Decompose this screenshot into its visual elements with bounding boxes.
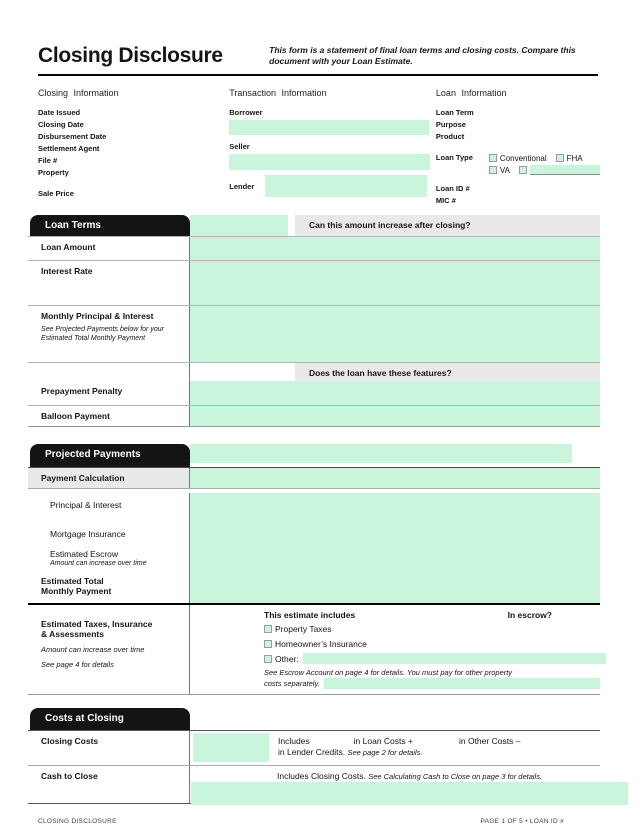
estimated-taxes-label-line1: Estimated Taxes, Insurance [41, 619, 153, 629]
purpose-label: Purpose [435, 120, 466, 129]
loan-amount-field[interactable] [190, 237, 600, 260]
checkbox-conventional[interactable] [489, 154, 497, 162]
loan-amount-label: Loan Amount [28, 237, 190, 260]
va-label: VA [499, 165, 510, 175]
checkbox-homeowners-insurance[interactable] [264, 640, 272, 648]
page-title: Closing Disclosure [38, 44, 223, 67]
features-row-spacer [190, 363, 295, 381]
closing-information-column [38, 88, 229, 207]
loan-type-options [489, 152, 600, 176]
loan-type-other-field[interactable] [530, 165, 600, 175]
principal-interest-label: Principal & Interest [50, 500, 122, 510]
product-label: Product [435, 132, 465, 141]
costs-tab-spacer [190, 708, 600, 730]
property-taxes-label: Property Taxes [275, 623, 332, 634]
borrower-field[interactable] [229, 120, 429, 135]
interest-rate-label: Interest Rate [28, 261, 190, 305]
estimated-escrow-note: Amount can increase over time [50, 560, 147, 567]
loan-information-heading: Loan Information [435, 88, 507, 98]
escrow-account-note-line2: costs separately. [264, 678, 320, 688]
estimate-includes-heading: This estimate includes [264, 610, 356, 620]
costs-at-closing-tab: Costs at Closing [30, 708, 190, 730]
closing-costs-text [278, 733, 520, 762]
estimate-includes-cell [190, 605, 600, 694]
transaction-information-heading: Transaction Information [229, 88, 327, 98]
estimated-total-label-line1: Estimated Total [41, 576, 104, 586]
see-page3-note: See Calculating Cash to Close on page 3 for details. [368, 772, 543, 781]
mic-label: MIC # [435, 196, 456, 205]
seller-label: Seller [229, 142, 250, 151]
loan-term-label: Loan Term [435, 108, 474, 117]
checkbox-property-taxes[interactable] [264, 625, 272, 633]
loan-type-label: Loan Type [435, 153, 473, 162]
estimated-taxes-note1: Amount can increase over time [41, 645, 145, 654]
see-page2-note: See page 2 for details. [347, 748, 423, 757]
disbursement-date-label: Disbursement Date [38, 132, 107, 141]
payment-calculation-field[interactable] [190, 468, 600, 488]
other-amount-field[interactable] [303, 653, 606, 664]
monthly-pi-label-cell [28, 306, 190, 362]
interest-rate-field[interactable] [190, 261, 600, 305]
info-section [28, 76, 600, 207]
loan-information-column [436, 88, 600, 207]
projected-years-field[interactable] [190, 444, 572, 463]
page-subtitle: This form is a statement of final loan terms and closing costs. Compare this document with your Loan Estimate. [269, 45, 576, 66]
includes-closing-costs-label: Includes Closing Costs. [277, 771, 366, 781]
escrow-account-note-line1: See Escrow Account on page 4 for details. You must pay for other property [264, 668, 513, 677]
estimated-escrow-label: Estimated Escrow [50, 549, 119, 559]
checkbox-other[interactable] [264, 655, 272, 663]
prepayment-penalty-field[interactable] [190, 381, 600, 405]
loan-terms-header-field[interactable] [190, 215, 288, 236]
projected-payments-section [28, 444, 600, 695]
borrower-label: Borrower [229, 108, 263, 117]
footer-left: CLOSING DISCLOSURE [38, 818, 117, 825]
cash-to-close-field[interactable] [191, 782, 628, 805]
includes-label: Includes [278, 736, 310, 746]
monthly-pi-note-line2: Estimated Total Monthly Payment [41, 335, 146, 342]
in-other-costs-label: in Other Costs – [458, 736, 521, 746]
lender-label: Lender [229, 182, 255, 191]
estimated-taxes-label-cell [28, 605, 190, 694]
escrow-note-field[interactable] [324, 678, 600, 689]
projected-rows-label-cell [28, 493, 190, 572]
loan-type-row [436, 152, 600, 176]
escrow-account-note [264, 668, 600, 689]
page-footer [28, 818, 600, 825]
features-row-label-cell [28, 363, 190, 381]
prepayment-penalty-label: Prepayment Penalty [28, 381, 190, 405]
closing-date-label: Closing Date [38, 120, 84, 129]
projected-payments-tab: Projected Payments [30, 444, 190, 467]
other-label: Other: [275, 653, 299, 664]
in-escrow-heading: In escrow? [507, 610, 552, 620]
monthly-pi-field[interactable] [190, 306, 600, 362]
lender-row [229, 175, 436, 197]
closing-information-heading: Closing Information [38, 88, 119, 98]
estimated-taxes-note2: See page 4 for details [41, 660, 114, 669]
estimated-taxes-label-line2: & Assessments [41, 629, 104, 639]
fha-label: FHA [566, 153, 583, 163]
footer-right: PAGE 1 OF 5 • LOAN ID # [480, 818, 564, 825]
lender-field[interactable] [265, 175, 427, 197]
monthly-pi-note-line1: See Projected Payments below for your [41, 326, 164, 333]
loan-terms-tab: Loan Terms [30, 215, 190, 236]
monthly-pi-label: Monthly Principal & Interest [41, 311, 154, 321]
transaction-information-column [229, 88, 436, 207]
payment-calculation-header: Payment Calculation [28, 468, 190, 488]
balloon-payment-label: Balloon Payment [28, 406, 190, 426]
masthead [28, 0, 600, 68]
projected-payments-field[interactable] [190, 493, 600, 572]
increase-question-header: Can this amount increase after closing? [295, 215, 600, 236]
checkbox-fha[interactable] [556, 154, 564, 162]
homeowners-insurance-label: Homeowner’s Insurance [275, 638, 367, 649]
features-question-header: Does the loan have these features? [295, 363, 600, 381]
estimated-total-label-line2: Monthly Payment [41, 586, 112, 596]
sale-price-label: Sale Price [38, 189, 74, 198]
cash-to-close-label: Cash to Close [28, 766, 190, 803]
date-issued-label: Date Issued [38, 108, 81, 117]
closing-costs-field[interactable] [193, 733, 269, 762]
estimated-total-label-cell [28, 572, 190, 603]
loan-terms-section [28, 215, 600, 427]
closing-costs-label: Closing Costs [28, 731, 190, 765]
file-number-label: File # [38, 156, 58, 165]
estimated-total-field[interactable] [190, 572, 600, 603]
in-lender-credits-label: in Lender Credits. [278, 747, 346, 757]
balloon-payment-field[interactable] [190, 406, 600, 426]
seller-field[interactable] [229, 154, 430, 170]
checkbox-loan-type-other[interactable] [519, 166, 527, 174]
closing-costs-cell [190, 731, 600, 765]
settlement-agent-label: Settlement Agent [38, 144, 100, 153]
conventional-label: Conventional [499, 153, 547, 163]
costs-at-closing-section [28, 708, 600, 804]
in-loan-costs-label: in Loan Costs + [353, 736, 413, 746]
loan-id-label: Loan ID # [435, 184, 470, 193]
property-label: Property [38, 168, 69, 177]
checkbox-va[interactable] [489, 166, 497, 174]
mortgage-insurance-label: Mortgage Insurance [50, 529, 126, 539]
